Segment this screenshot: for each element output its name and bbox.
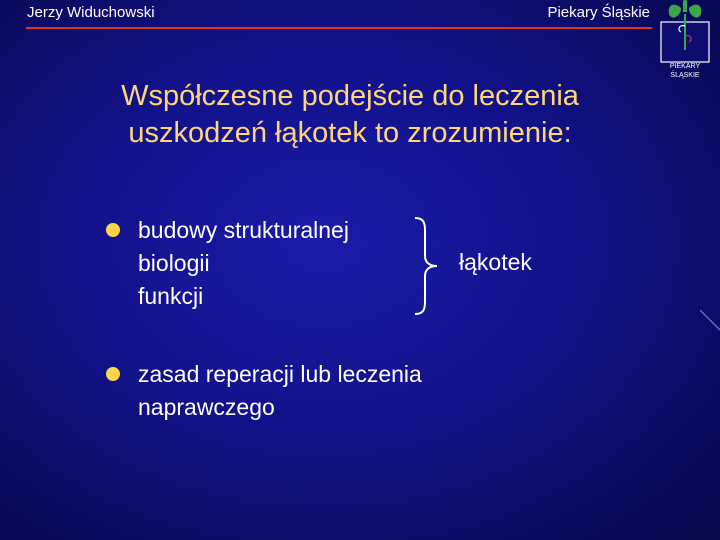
- logo-text-line2: ŚLĄSKIE: [670, 72, 700, 79]
- brace-label: łąkotek: [459, 249, 532, 275]
- bullet-1-line-3: funkcji: [138, 283, 204, 309]
- slide-title: [40, 78, 660, 152]
- bullet-dot-icon: [106, 367, 120, 381]
- logo-text-line1: PIEKARY: [669, 63, 701, 70]
- place-label: Piekary Śląskie: [547, 4, 650, 21]
- decorative-line: [700, 300, 720, 340]
- bullet-2-line-1: zasad reperacji lub leczenia: [138, 361, 422, 387]
- bullet-2-line-2: naprawczego: [138, 394, 275, 420]
- header-rule: [26, 27, 652, 29]
- bullet-item-2: [138, 358, 422, 424]
- slide-title-line2: uszkodzeń łąkotek to zrozumienie:: [128, 117, 572, 149]
- bullet-dot-icon: [106, 223, 120, 237]
- bullet-1-line-2: biologii: [138, 250, 210, 276]
- bullet-item-1: [138, 214, 349, 313]
- bullet-1-line-1: budowy strukturalnej: [138, 217, 349, 243]
- slide-title-line1: Współczesne podejście do leczenia: [121, 80, 579, 112]
- author-label: Jerzy Widuchowski: [27, 4, 155, 21]
- right-brace-icon: [405, 216, 445, 316]
